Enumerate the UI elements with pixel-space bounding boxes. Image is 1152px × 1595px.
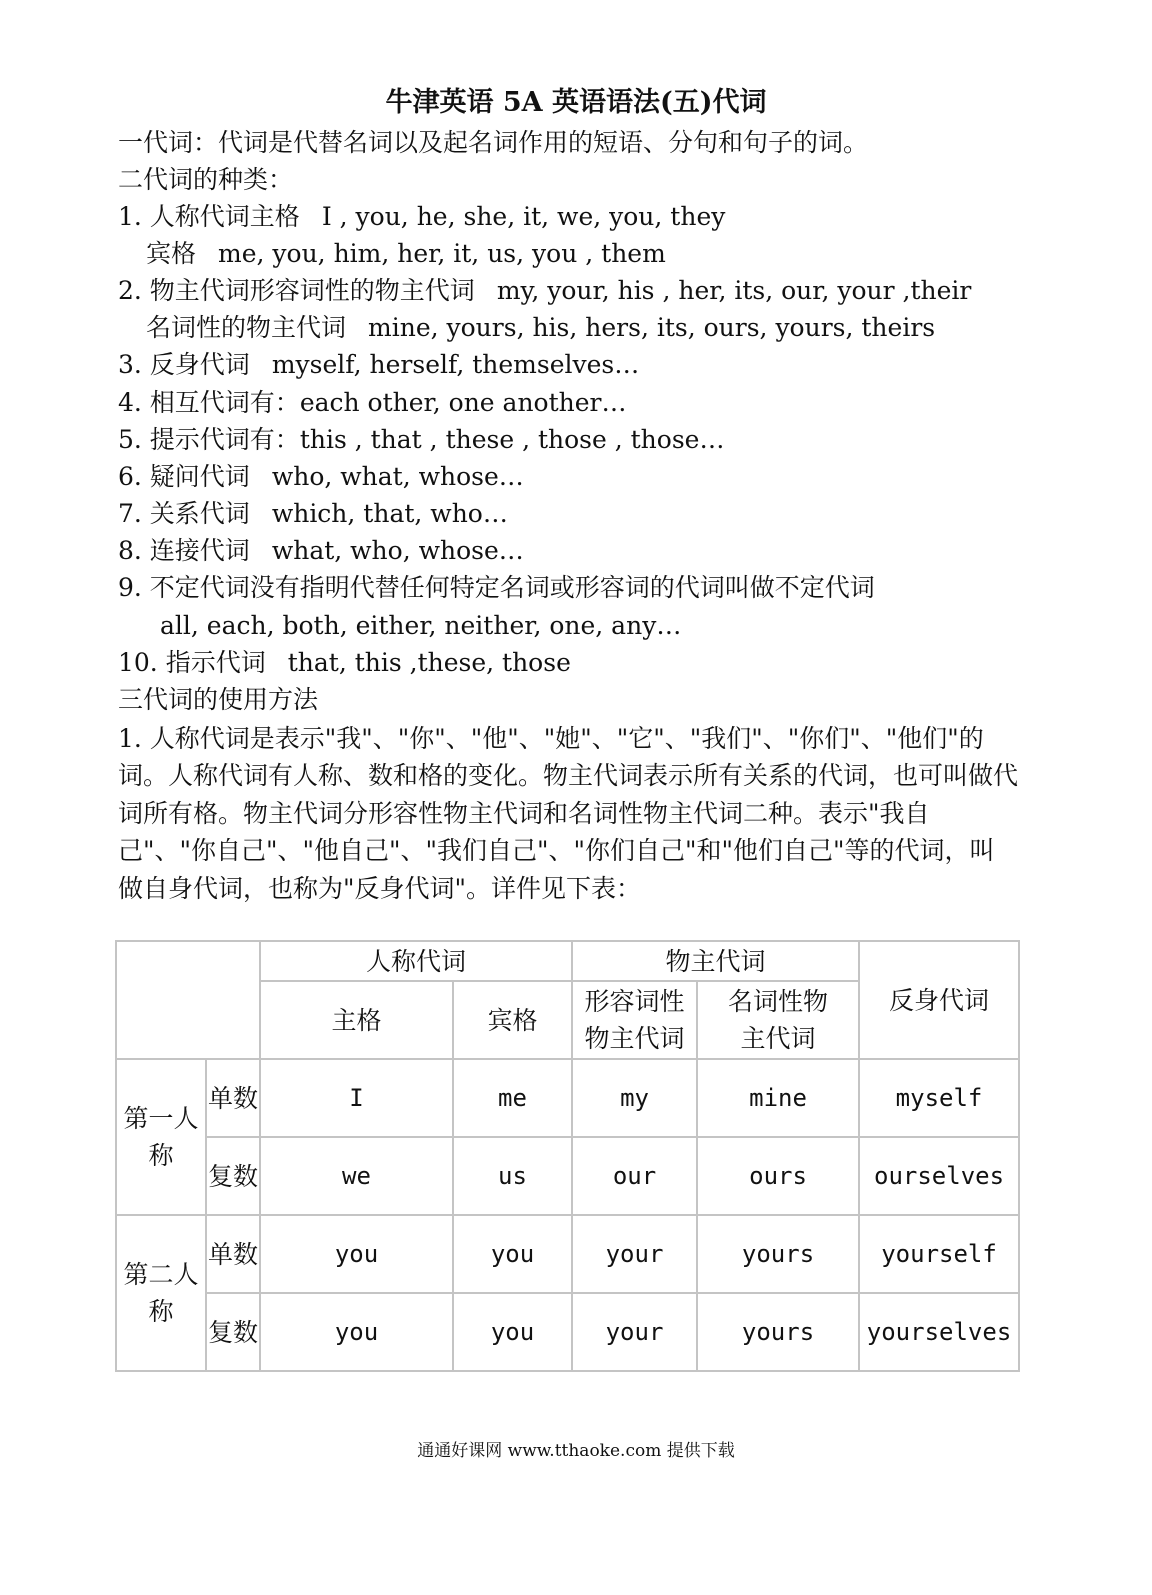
- kind-label: 5. 提示代词有：: [118, 425, 300, 454]
- kind-label: 4. 相互代词有：: [118, 388, 300, 417]
- table-row: [116, 1293, 1019, 1371]
- kind-item-5: [118, 423, 724, 457]
- kind-item-1b: [146, 237, 666, 271]
- section2-heading: 二代词的种类：: [118, 165, 294, 194]
- page-title: 牛津英语 5A 英语语法(五)代词: [385, 87, 767, 118]
- cell-nominative: you: [260, 1215, 453, 1293]
- subheader-nominative: 主格: [260, 981, 453, 1059]
- kind-label: 名词性的物主代词: [146, 313, 347, 342]
- kind-item-6: [118, 460, 524, 494]
- subheader-objective: 宾格: [453, 981, 572, 1059]
- number-singular: 单数: [206, 1215, 260, 1293]
- kind-label: 1. 人称代词主格: [118, 202, 300, 231]
- cell-objective: you: [453, 1293, 572, 1371]
- kind-words: mine, yours, his, hers, its, ours, yours, theirs: [368, 313, 936, 342]
- kind-item-2b: [146, 311, 935, 345]
- usage-paragraph: 1. 人称代词是表示"我"、"你"、"他"、"她"、"它"、"我们"、"你们"、"他们"的词。人称代词有人称、数和格的变化。物主代词表示所有关系的代词，也可叫做代词所有格。物主代词分形容性物主代词和名词性物主代词二种。表示"我自己"、"你自己"、"他自己"、"我们自己"、"你们自己"和"他们自己"等的代词，叫做自身代词，也称为"反身代词"。详件见下表：: [118, 724, 1019, 903]
- section3-heading: 三代词的使用方法: [118, 685, 319, 714]
- number-plural: 复数: [206, 1137, 260, 1215]
- subheader-noun-possessive: 名词性物主代词: [697, 981, 859, 1059]
- kind-label: 7. 关系代词: [118, 499, 250, 528]
- kind-label: 2. 物主代词形容词性的物主代词: [118, 276, 475, 305]
- cell-reflexive: ourselves: [859, 1137, 1019, 1215]
- cell-reflexive: myself: [859, 1059, 1019, 1137]
- kind-label: 8. 连接代词: [118, 536, 250, 565]
- cell-noun-possessive: yours: [697, 1215, 859, 1293]
- subheader-adj-possessive: 形容词性物主代词: [572, 981, 697, 1059]
- kind-label: 宾格: [146, 239, 197, 268]
- cell-adj-possessive: your: [572, 1215, 697, 1293]
- table-row: [116, 1137, 1019, 1215]
- cell-nominative: I: [260, 1059, 453, 1137]
- kind-words: who, what, whose…: [271, 462, 524, 491]
- kind-words: which, that, who…: [271, 499, 508, 528]
- kind-label: 10. 指示代词: [118, 648, 266, 677]
- kind-words: each other, one another…: [299, 388, 627, 417]
- person-second: 第二人称: [116, 1215, 206, 1371]
- cell-objective: me: [453, 1059, 572, 1137]
- kind-label: 3. 反身代词: [118, 350, 250, 379]
- kind-words: what, who, whose…: [271, 536, 524, 565]
- kind-item-3: [118, 348, 639, 382]
- kind-item-8: [118, 534, 524, 568]
- number-plural: 复数: [206, 1293, 260, 1371]
- cell-objective: you: [453, 1215, 572, 1293]
- kind-words: myself, herself, themselves…: [271, 350, 640, 379]
- cell-adj-possessive: our: [572, 1137, 697, 1215]
- cell-objective: us: [453, 1137, 572, 1215]
- kind-words: this , that , these , those , those…: [299, 425, 725, 454]
- header-personal: 人称代词: [260, 941, 572, 981]
- kind-words: me, you, him, her, it, us, you , them: [218, 239, 666, 268]
- cell-adj-possessive: my: [572, 1059, 697, 1137]
- cell-noun-possessive: yours: [697, 1293, 859, 1371]
- kind-item-7: [118, 497, 508, 531]
- cell-nominative: you: [260, 1293, 453, 1371]
- kind-item-4: [118, 386, 627, 420]
- cell-noun-possessive: ours: [697, 1137, 859, 1215]
- pronoun-table: [115, 940, 1020, 1372]
- kind-item-10: [118, 646, 571, 680]
- cell-reflexive: yourselves: [859, 1293, 1019, 1371]
- number-singular: 单数: [206, 1059, 260, 1137]
- kind-item-9: 9. 不定代词没有指明代替任何特定名词或形容词的代词叫做不定代词: [118, 573, 875, 602]
- table-corner-cell: [116, 941, 260, 1059]
- cell-nominative: we: [260, 1137, 453, 1215]
- kind-words: I , you, he, she, it, we, you, they: [321, 202, 726, 231]
- cell-noun-possessive: mine: [697, 1059, 859, 1137]
- kind-item-9-words: all, each, both, either, neither, one, any…: [160, 611, 682, 640]
- kind-item-2: [118, 274, 971, 308]
- header-reflexive: 反身代词: [859, 941, 1019, 1059]
- page-footer: 通通好课网 www.tthaoke.com 提供下载: [417, 1441, 735, 1461]
- table-row: [116, 1215, 1019, 1293]
- kind-words: that, this ,these, those: [287, 648, 571, 677]
- kind-label: 6. 疑问代词: [118, 462, 250, 491]
- intro-line: 一代词：代词是代替名词以及起名词作用的短语、分句和句子的词。: [118, 128, 869, 157]
- kind-words: my, your, his , her, its, our, your ,their: [496, 276, 972, 305]
- cell-reflexive: yourself: [859, 1215, 1019, 1293]
- header-possessive: 物主代词: [572, 941, 859, 981]
- cell-adj-possessive: your: [572, 1293, 697, 1371]
- kind-item-1: [118, 200, 725, 234]
- person-first: 第一人称: [116, 1059, 206, 1215]
- table-row: [116, 1059, 1019, 1137]
